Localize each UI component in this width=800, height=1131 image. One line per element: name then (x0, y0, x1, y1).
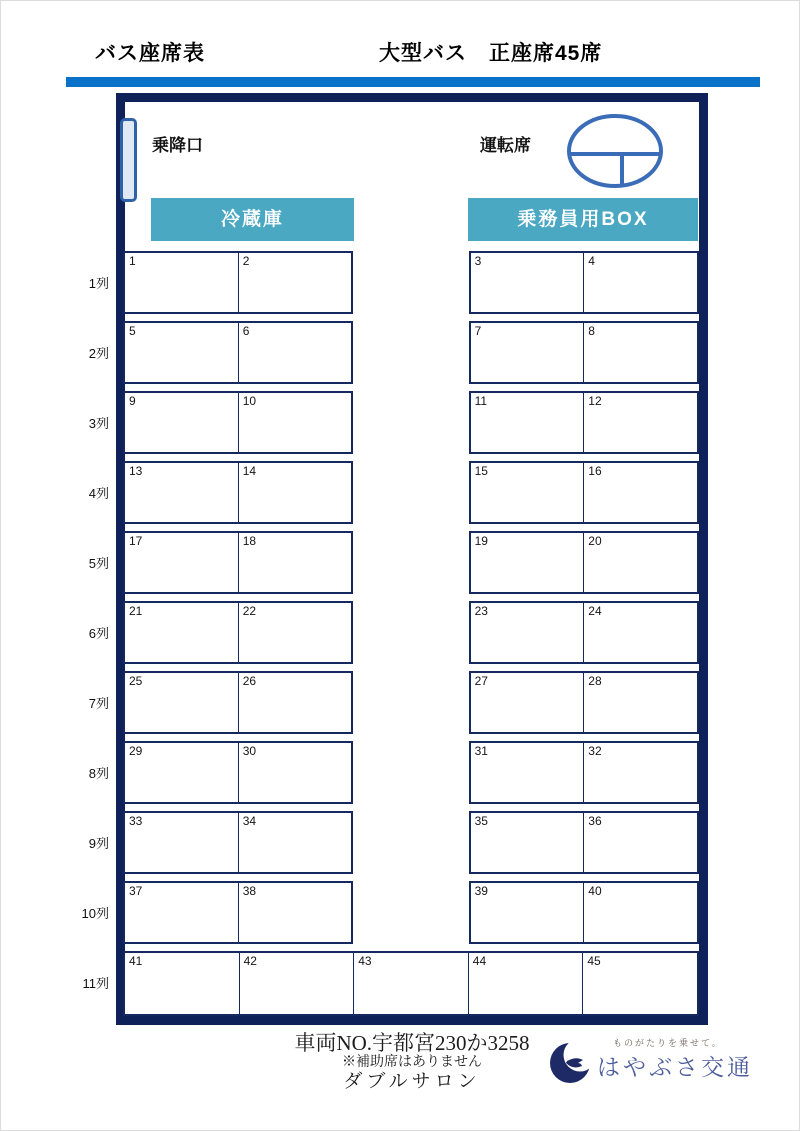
seat-cell (125, 673, 238, 732)
seat-cell (238, 393, 352, 452)
entrance-door-label: 乗降口 (152, 136, 203, 155)
seat-pair-block (469, 811, 699, 874)
seat-cell (583, 253, 697, 312)
row-label: 9列 (88, 836, 109, 851)
entrance-door-icon (120, 118, 137, 202)
seat-cell (471, 743, 584, 802)
seat-cell (583, 883, 697, 942)
seat-number: 38 (242, 884, 257, 898)
seat-cell (471, 813, 584, 872)
seat-pair-block (469, 531, 699, 594)
seat-pair-block (469, 391, 699, 454)
seat-number: 14 (242, 464, 257, 478)
seat-number: 5 (129, 324, 136, 338)
seat-pair-block (123, 251, 353, 314)
seat-pair-block (469, 461, 699, 524)
seat-cell (125, 813, 238, 872)
seat-cell (238, 323, 352, 382)
seat-number: 37 (129, 884, 143, 898)
seat-cell (238, 533, 352, 592)
seat-cell (125, 743, 238, 802)
seat-number: 15 (474, 464, 488, 478)
driver-seat-label: 運転席 (480, 136, 531, 155)
seat-number: 7 (474, 324, 482, 338)
seat-number: 22 (242, 604, 257, 618)
seat-pair-block (469, 251, 699, 314)
row-label: 5列 (88, 556, 109, 571)
seat-number: 28 (588, 674, 602, 688)
seat-number: 39 (474, 884, 488, 898)
seat-number: 33 (129, 814, 143, 828)
seat-cell (125, 323, 238, 382)
seat-cell (471, 253, 584, 312)
header-subtitle: 大型バス 正座席45席 (379, 42, 603, 65)
seat-number: 34 (242, 814, 257, 828)
seat-pair-block (123, 811, 353, 874)
seat-number: 30 (242, 744, 257, 758)
crescent-moon-icon (546, 1037, 598, 1089)
seat-number: 32 (588, 744, 602, 758)
seat-pair-block (123, 461, 353, 524)
seat-cell (582, 953, 697, 1014)
crew-box-label: 乗務員用BOX (468, 198, 698, 241)
seat-number: 17 (129, 534, 143, 548)
seat-number: 45 (587, 954, 601, 968)
seat-number: 24 (588, 604, 602, 618)
seat-cell (471, 463, 584, 522)
row-label: 11列 (82, 976, 109, 991)
seat-number: 16 (588, 464, 602, 478)
row-label: 10列 (81, 906, 109, 921)
seat-row-block (123, 951, 699, 1016)
seat-number: 25 (129, 674, 143, 688)
seat-number: 11 (474, 394, 488, 408)
row-label: 6列 (88, 626, 109, 641)
seat-cell (468, 953, 583, 1014)
row-label: 4列 (88, 486, 109, 501)
seat-number: 23 (474, 604, 488, 618)
seat-cell (471, 673, 584, 732)
footer-vehicle-no: 車両NO.宇都宮230か3258 (294, 1031, 530, 1055)
row-label: 8列 (88, 766, 109, 781)
seat-pair-block (123, 881, 353, 944)
seat-cell (238, 883, 352, 942)
seat-cell (583, 463, 697, 522)
seat-pair-block (469, 321, 699, 384)
seat-number: 26 (242, 674, 257, 688)
seat-cell (239, 953, 354, 1014)
seat-number: 18 (242, 534, 257, 548)
seat-number: 2 (242, 254, 250, 268)
seat-number: 40 (588, 884, 602, 898)
seat-number: 29 (129, 744, 143, 758)
seat-cell (125, 883, 238, 942)
seat-number: 13 (129, 464, 143, 478)
seat-number: 21 (129, 604, 143, 618)
seat-cell (353, 953, 468, 1014)
seat-cell (471, 883, 584, 942)
seat-number: 12 (588, 394, 602, 408)
seat-cell (471, 603, 584, 662)
seat-pair-block (123, 671, 353, 734)
seat-cell (125, 533, 238, 592)
footer-note: ※補助席はありません (342, 1055, 482, 1070)
seat-cell (238, 673, 352, 732)
seat-cell (125, 953, 239, 1014)
header-divider (66, 77, 760, 87)
seat-cell (125, 393, 238, 452)
seat-pair-block (469, 601, 699, 664)
seat-cell (238, 603, 352, 662)
seat-pair-block (123, 321, 353, 384)
seat-cell (583, 323, 697, 382)
seat-cell (583, 743, 697, 802)
seat-pair-block (469, 881, 699, 944)
seat-cell (583, 533, 697, 592)
seat-number: 19 (474, 534, 488, 548)
logo-name: はやぶさ交通 (597, 1055, 753, 1080)
seat-pair-block (469, 671, 699, 734)
row-label: 3列 (88, 416, 109, 431)
seat-number: 35 (474, 814, 488, 828)
seat-number: 8 (588, 324, 595, 338)
seat-cell (238, 743, 352, 802)
seat-number: 36 (588, 814, 602, 828)
steering-wheel-icon (563, 111, 667, 191)
seat-pair-block (123, 741, 353, 804)
seat-number: 4 (588, 254, 595, 268)
seat-cell (471, 533, 584, 592)
seat-number: 10 (242, 394, 257, 408)
seat-cell (583, 813, 697, 872)
seat-number: 27 (474, 674, 488, 688)
seat-number: 6 (242, 324, 250, 338)
page-title: バス座席表 (95, 42, 205, 65)
seat-cell (471, 323, 584, 382)
seat-number: 3 (474, 254, 482, 268)
logo-tagline: ものがたりを乗せて。 (613, 1038, 723, 1048)
seat-cell (238, 813, 352, 872)
seat-cell (583, 603, 697, 662)
seat-pair-block (123, 601, 353, 664)
seat-pair-block (123, 531, 353, 594)
seat-number: 44 (472, 954, 487, 968)
seat-cell (125, 603, 238, 662)
seat-cell (125, 253, 238, 312)
refrigerator-box-label: 冷蔵庫 (151, 198, 354, 241)
seat-number: 1 (129, 254, 136, 268)
seat-cell (583, 673, 697, 732)
row-label: 7列 (88, 696, 109, 711)
seat-pair-block (469, 741, 699, 804)
seat-number: 41 (129, 954, 143, 968)
seat-number: 43 (358, 954, 372, 968)
seat-number: 31 (474, 744, 488, 758)
seat-cell (471, 393, 584, 452)
seat-cell (583, 393, 697, 452)
footer-salon: ダブルサロン (343, 1071, 481, 1092)
seat-cell (238, 463, 352, 522)
row-label: 2列 (88, 346, 109, 361)
seat-cell (125, 463, 238, 522)
seat-number: 42 (243, 954, 257, 968)
row-label: 1列 (88, 276, 109, 291)
seat-cell (238, 253, 352, 312)
seat-number: 20 (588, 534, 602, 548)
seat-pair-block (123, 391, 353, 454)
seat-number: 9 (129, 394, 136, 408)
